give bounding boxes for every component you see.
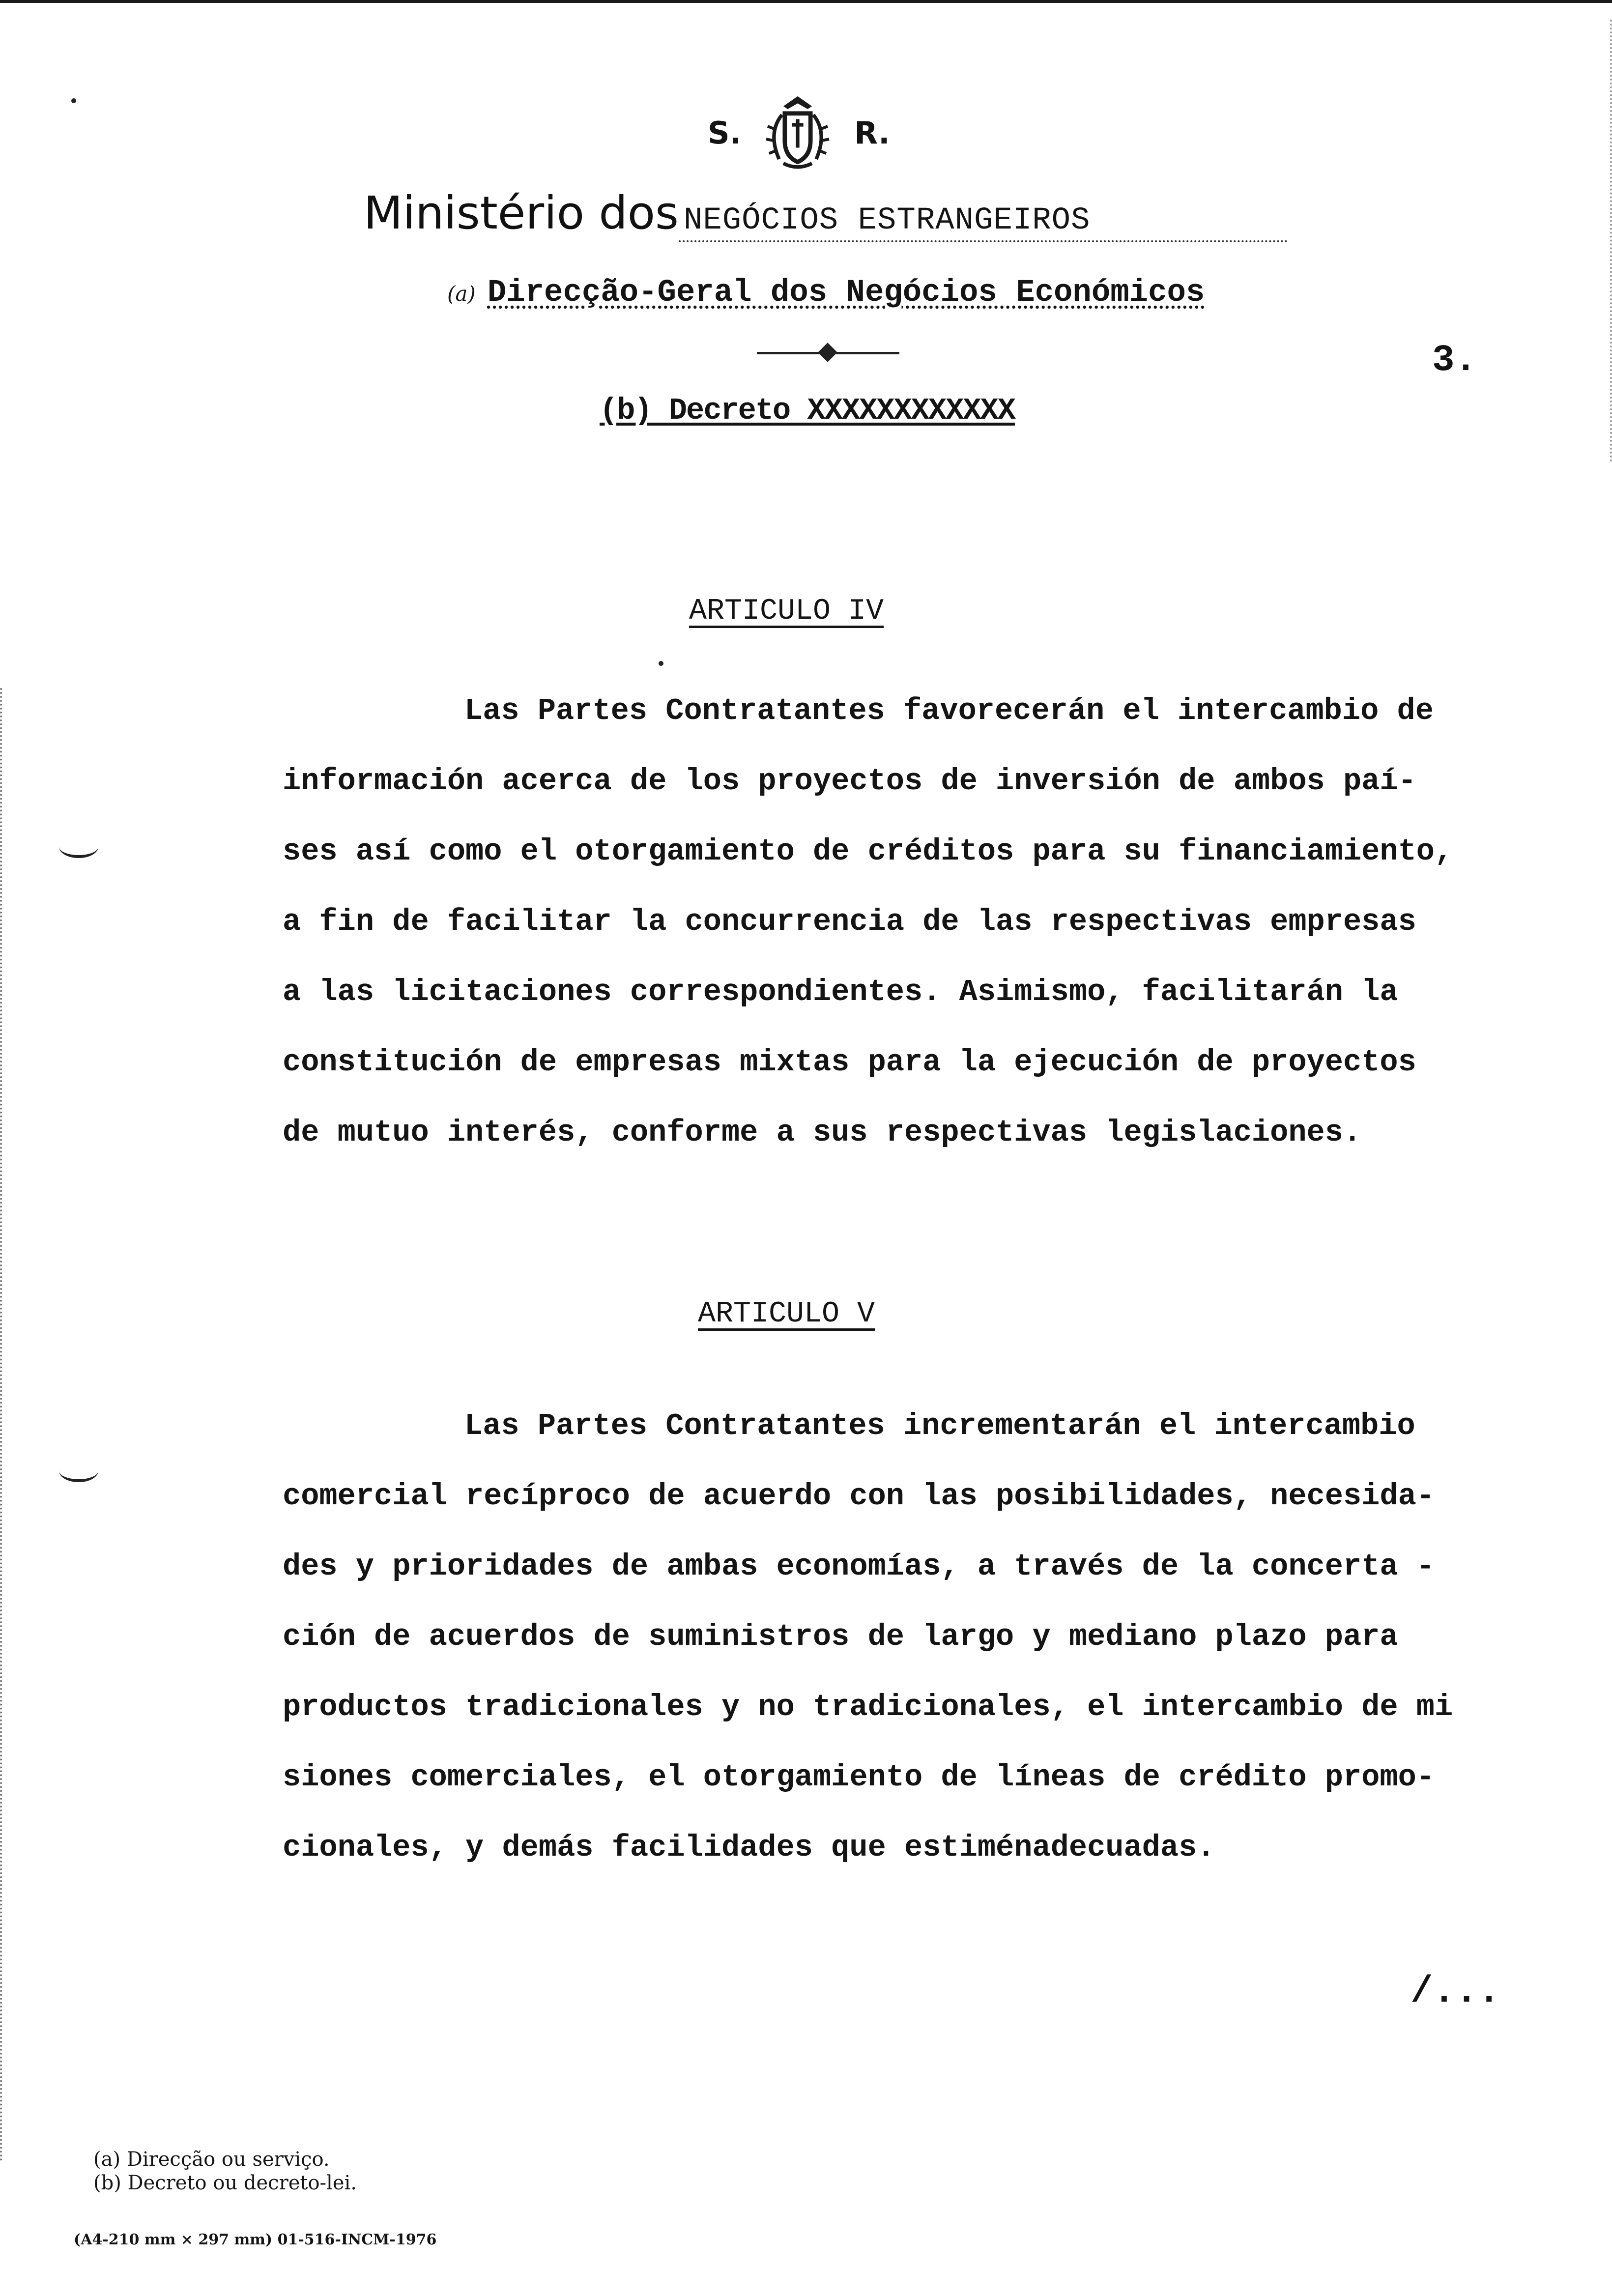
article-v-line: ción de acuerdos de suministros de largo y mediano plazo para [283, 1619, 1398, 1654]
imprint-line: (A4-210 mm × 297 mm) 01-516-INCM-1976 [74, 2231, 437, 2248]
page-number: 3. [1432, 339, 1477, 381]
article-iv-line: ses así como el otorgamiento de créditos para su financiamiento, [283, 834, 1453, 869]
top-edge-rule [0, 0, 1612, 3]
ministry-name: NEGÓCIOS ESTRANGEIROS [679, 203, 1288, 242]
decreto-line: (b) Decreto XXXXXXXXXXXX [600, 393, 1015, 428]
article-iv-line: de mutuo interés, conforme a sus respectivas legislaciones. [283, 1115, 1362, 1150]
ministry-title: Ministério dos [364, 187, 679, 239]
ink-speck [659, 661, 663, 666]
article-v-line: productos tradicionales y no tradicionales, el intercambio de mi [283, 1690, 1453, 1724]
article-iv-body [283, 676, 1541, 1168]
article-v-line: Las Partes Contratantes incrementarán el intercambio [464, 1408, 1415, 1443]
letterhead [708, 93, 890, 172]
right-edge-marks [1608, 20, 1612, 462]
ink-speck [71, 98, 76, 103]
continuation-mark: /... [1410, 1971, 1500, 2013]
article-iv-line: Las Partes Contratantes favorecerán el intercambio de [464, 693, 1434, 728]
footnote-b: (b) Decreto ou decreto-lei. [93, 2172, 357, 2194]
article-v-line: comercial recíproco de acuerdo con las posibilidades, necesida- [283, 1479, 1435, 1514]
divider-diamond [818, 343, 837, 362]
punch-hole-mark [59, 1460, 98, 1482]
article-v-body [283, 1391, 1541, 1883]
letterhead-r: R. [854, 115, 890, 151]
letterhead-s: S. [708, 115, 742, 151]
article-iv-heading: ARTICULO IV [689, 595, 884, 628]
article-v-heading: ARTICULO V [697, 1297, 875, 1331]
article-v-line: cionales, y demás facilidades que estiménadecuadas. [283, 1830, 1215, 1865]
punch-hole-mark [59, 835, 98, 858]
left-edge-marks [0, 688, 5, 2162]
article-iv-line: a las licitaciones correspondientes. Asimismo, facilitarán la [283, 975, 1398, 1009]
direccao-marker: (a) [447, 282, 476, 306]
article-iv-line: constitución de empresas mixtas para la ejecución de proyectos [283, 1045, 1416, 1080]
direccao-geral: Direcção-Geral dos Negócios Económicos [487, 275, 1205, 311]
footnotes [93, 2148, 357, 2195]
ministry-line [364, 187, 1288, 242]
article-v-line: siones comerciales, el otorgamiento de líneas de crédito promo- [283, 1760, 1435, 1795]
article-v-line: des y prioridades de ambas economías, a través de la concerta - [283, 1549, 1435, 1584]
article-iv-line: a fin de facilitar la concurrencia de las respectivas empresas [283, 904, 1416, 939]
coat-of-arms-icon [761, 93, 835, 172]
footnote-a: (a) Direcção ou serviço. [93, 2148, 330, 2171]
direccao-line [447, 275, 1205, 311]
article-iv-line: información acerca de los proyectos de inversión de ambos paí- [283, 764, 1416, 799]
